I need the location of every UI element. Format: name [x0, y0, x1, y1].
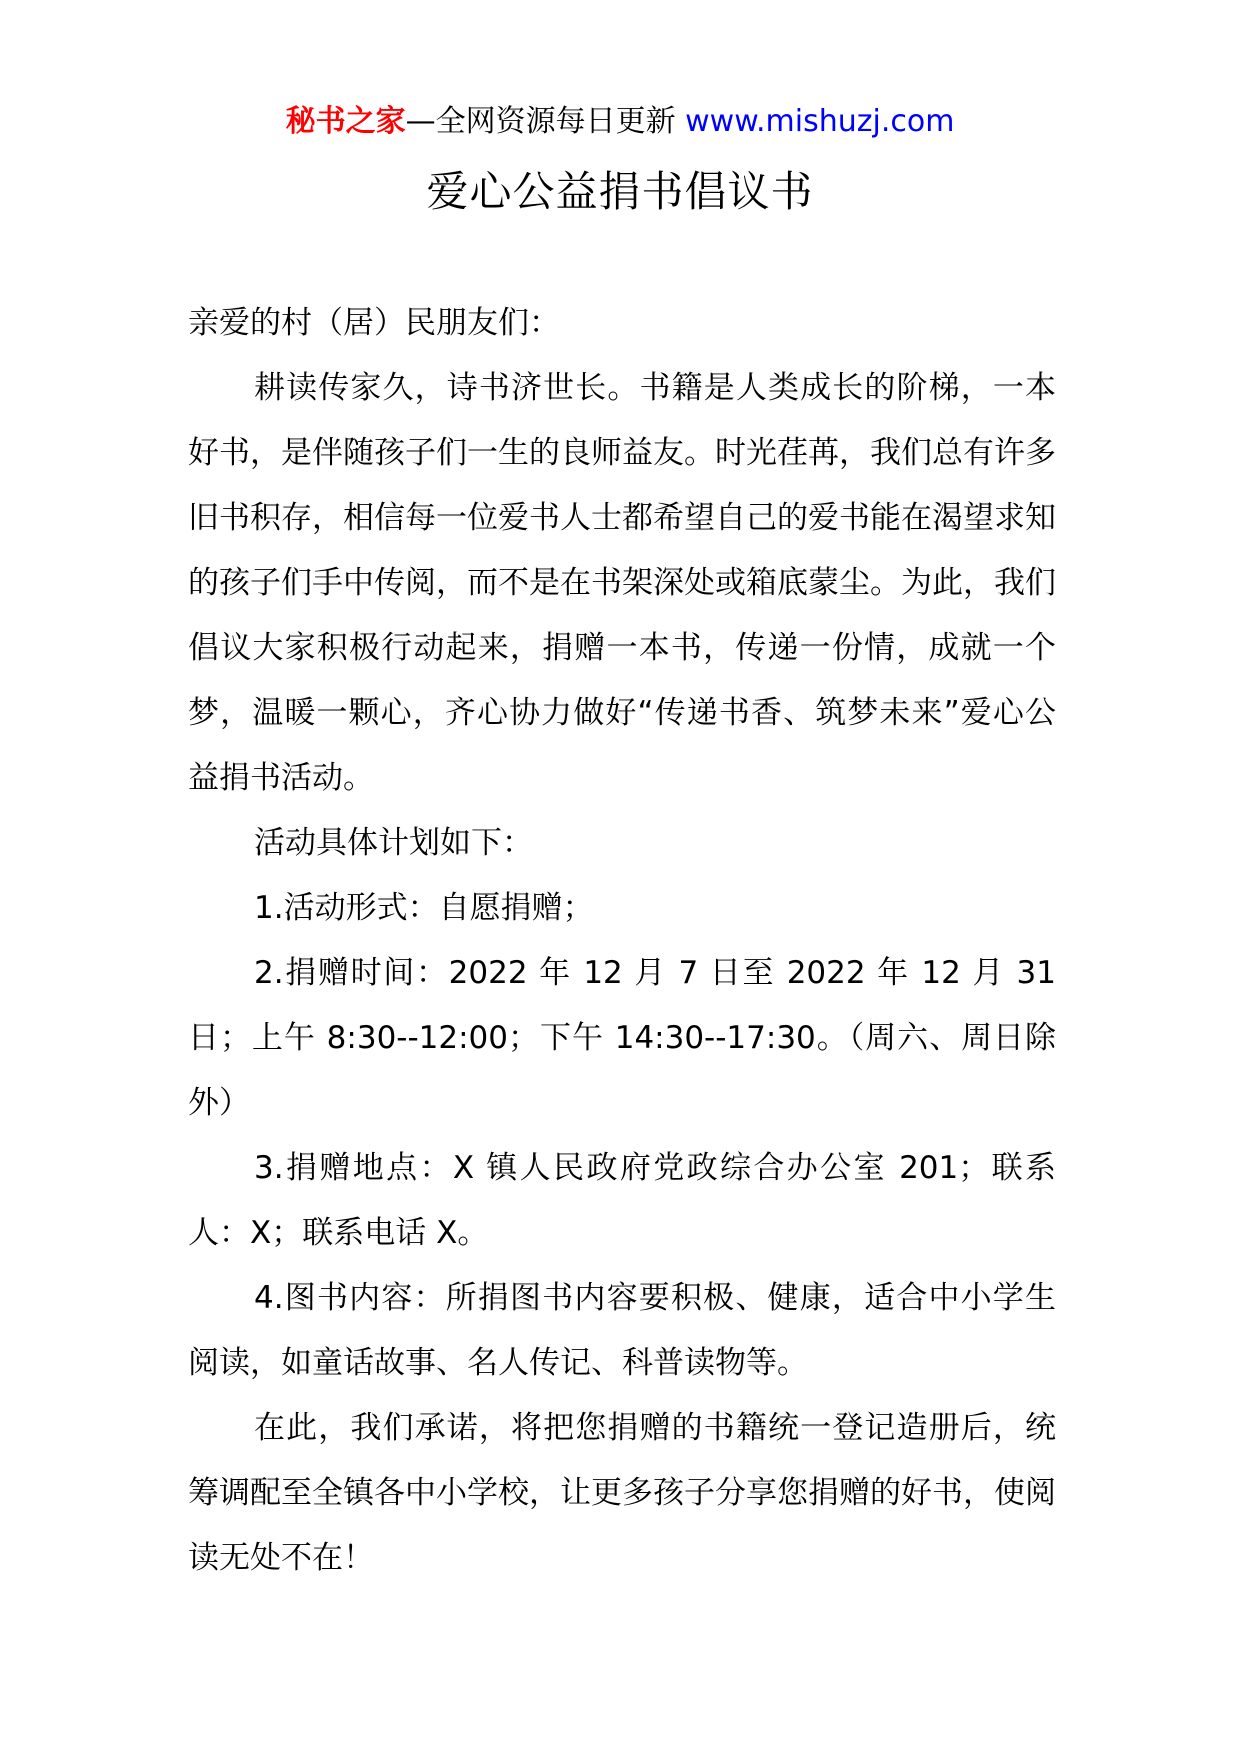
document-title: 爱心公益捐书倡议书 — [426, 167, 814, 216]
paragraph-item-location: 3.捐赠地点：X 镇人民政府党政综合办公室 201；联系人：X；联系电话 X。 — [188, 1150, 1056, 1251]
paragraph-item-form: 1.活动形式：自愿捐赠； — [254, 890, 594, 926]
site-url-link[interactable]: www.mishuzj.com — [685, 104, 955, 139]
paragraph-plan-heading: 活动具体计划如下： — [254, 825, 533, 861]
document-body — [188, 291, 1056, 1591]
paragraph-item-time: 2.捐赠时间：2022 年 12 月 7 日至 2022 年 12 月 31 日；上午 8:30--12:00；下午 14:30--17:30。（周六、周日除外） — [188, 955, 1056, 1121]
header-banner — [0, 100, 1240, 144]
brand-name: 秘书之家 — [285, 104, 406, 139]
paragraph-intro: 耕读传家久，诗书济世长。书籍是人类成长的阶梯，一本好书，是伴随孩子们一生的良师益友。时光荏苒，我们总有许多旧书积存，相信每一位爱书人士都希望自己的爱书能在渴望求知的孩子们手中传阅，而不是在书架深处或箱底蒙尘。为此，我们倡议大家积极行动起来，捐赠一本书，传递一份情，成就一个梦，温暖一颗心，齐心协力做好“传递书香、筑梦未来”爱心公益捐书活动。 — [188, 370, 1056, 796]
header-tagline: —全网资源每日更新 — [405, 104, 676, 139]
greeting-line: 亲爱的村（居）民朋友们： — [188, 305, 560, 341]
paragraph-item-content: 4.图书内容：所捐图书内容要积极、健康，适合中小学生阅读，如童话故事、名人传记、科普读物等。 — [188, 1280, 1056, 1381]
paragraph-closing: 在此，我们承诺，将把您捐赠的书籍统一登记造册后，统筹调配至全镇各中小学校，让更多孩子分享您捐赠的好书，使阅读无处不在！ — [188, 1410, 1056, 1576]
